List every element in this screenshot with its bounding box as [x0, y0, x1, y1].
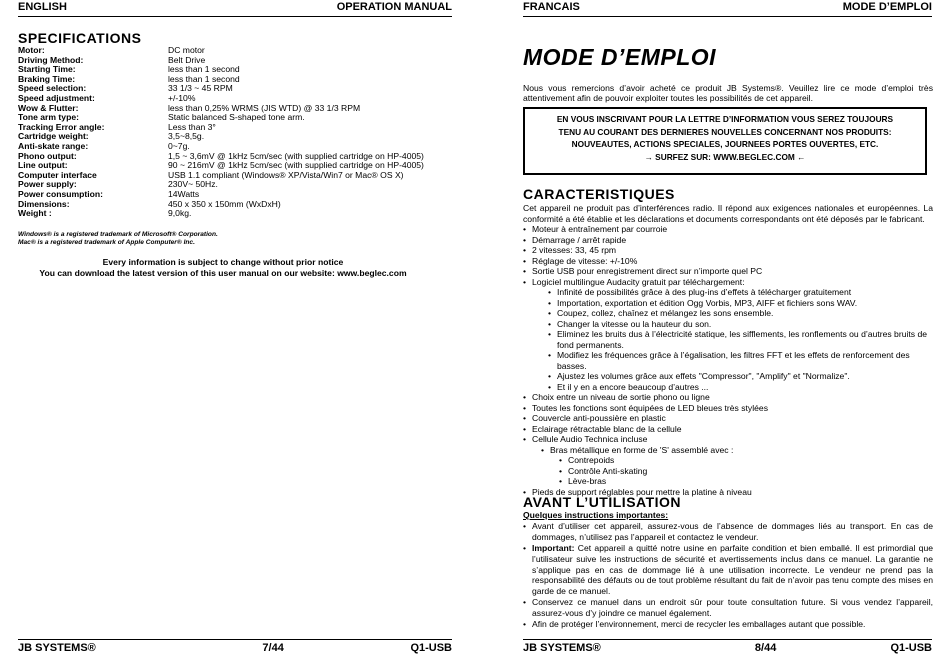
- trademark-mac: Mac® is a registered trademark of Apple Computer® Inc.: [18, 239, 195, 246]
- spec-value: 1,5 ~ 3,6mV @ 1kHz 5cm/sec (with supplied cartridge on HP-4005): [168, 150, 424, 161]
- footer-model: Q1-USB: [410, 642, 452, 654]
- list-item-text: Cet appareil a quitté notre usine en parfaite condition et bien emballé. Il est primordial que l’utilisateur suive les instructions de sécurité et avertissements inclus dans ce manuel. La garantie ne s’applique pas en cas de dommage lié à une utilisation incorrecte. Le vendeur ne prend pas la responsabilité des défauts ou de tout problème résultant du fait de n’avoir pas tenu compte des mises en garde de ce manuel.: [532, 542, 934, 597]
- spec-key: Weight :: [18, 208, 52, 219]
- instructions-list: [523, 521, 933, 630]
- newsletter-website-link[interactable]: → SURFEZ SUR: WWW.BEGLEC.COM ←: [644, 151, 806, 162]
- caracteristiques-intro: Cet appareil ne produit pas d’interférences radio. Il répond aux exigences nationales et européennes. La conformité a été établie et les déclarations et documents correspondants ont été déposés par le fabricant.: [523, 203, 933, 224]
- right-header-lang: FRANCAIS: [523, 1, 580, 13]
- trademark-notes: [18, 231, 218, 247]
- spec-row: [18, 171, 458, 181]
- left-header-title: OPERATION MANUAL: [336, 1, 452, 13]
- spec-key: Phono output:: [18, 150, 77, 161]
- list-item: • Coupez, collez, chaînez et mélangez les sons ensemble.: [532, 308, 933, 319]
- right-footer: [523, 639, 932, 655]
- specifications-heading: SPECIFICATIONS: [18, 30, 142, 46]
- list-item: • Changer la vitesse ou la hauteur du son.: [532, 319, 933, 330]
- right-header: [523, 1, 932, 17]
- footer-brand: JB SYSTEMS®: [18, 642, 96, 654]
- spec-value: less than 1 second: [168, 64, 240, 75]
- list-item: • Lève-bras: [550, 476, 933, 487]
- newsletter-line: EN VOUS INSCRIVANT POUR LA LETTRE D’INFORMATION VOUS SEREZ TOUJOURS: [556, 114, 894, 124]
- spec-key: Power supply:: [18, 179, 77, 190]
- avant-utilisation-section: [523, 510, 933, 630]
- spec-key: Starting Time:: [18, 64, 76, 75]
- spec-value: less than 0,25% WRMS (JIS WTD) @ 33 1/3 RPM: [168, 102, 361, 113]
- list-item: [523, 543, 933, 598]
- spec-key: Wow & Flutter:: [18, 102, 79, 113]
- list-item: • Avant d’utiliser cet appareil, assurez-vous de l’absence de dommages liés au transport. En cas de dommages, n’utilisez pas l’appareil et contactez le vendeur.: [523, 521, 933, 543]
- notice-website-line: You can download the latest version of this user manual on our website: www.beglec.com: [39, 267, 407, 278]
- list-item: • Ajustez les volumes grâce aux effets "Compressor", "Amplify" et "Normalize".: [532, 371, 933, 382]
- list-item: • Infinité de possibilités grâce à des plug-ins d’effets à télécharger gratuitement: [532, 287, 933, 298]
- newsletter-line: TENU AU COURANT DES DERNIERES NOUVELLES CONCERNANT NOS PRODUITS:: [558, 126, 892, 137]
- newsletter-box: [523, 107, 927, 175]
- list-item: • Toutes les fonctions sont équipées de LED bleues très stylées: [523, 403, 933, 414]
- caracteristiques-section: [523, 203, 933, 497]
- left-page: [0, 0, 470, 654]
- spec-key: Driving Method:: [18, 54, 84, 65]
- spec-key: Computer interface: [18, 169, 97, 180]
- list-item: • Importation, exportation et édition Ogg Vorbis, MP3, AIFF et fichiers sons WAV.: [532, 298, 933, 309]
- trademark-windows: Windows® is a registered trademark of Microsoft® Corporation.: [18, 231, 218, 238]
- list-item: • Contrôle Anti-skating: [550, 466, 933, 477]
- intro-paragraph: Nous vous remercions d’avoir acheté ce produit JB Systems®. Veuillez lire ce mode d’emploi très attentivement afin de pouvoir exploiter toutes les possibilités de cet appareil.: [523, 83, 933, 103]
- list-item: • 2 vitesses: 33, 45 rpm: [523, 245, 933, 256]
- spec-value: 230V~ 50Hz.: [168, 179, 218, 190]
- spec-value: USB 1.1 compliant (Windows® XP/Vista/Win7 or Mac® OS X): [168, 169, 404, 180]
- spec-value: 0~7g.: [168, 140, 190, 151]
- notice-line: Every information is subject to change without prior notice: [102, 257, 344, 267]
- spec-value: 90 ~ 216mV @ 1kHz 5cm/sec (with supplied cartridge on HP-4005): [168, 160, 424, 171]
- list-item: • Et il y en a encore beaucoup d’autres ...: [532, 382, 933, 393]
- list-item-text: Logiciel multilingue Audacity gratuit par téléchargement:: [532, 276, 745, 287]
- list-item: • Modifiez les fréquences grâce à l’égalisation, les filtres FFT et les effets de renforcement des basses.: [532, 350, 933, 371]
- footer-brand: JB SYSTEMS®: [523, 642, 601, 654]
- spec-key: Cartridge weight:: [18, 131, 89, 142]
- spec-key: Motor:: [18, 45, 45, 55]
- list-item: • Réglage de vitesse: +/-10%: [523, 256, 933, 267]
- spec-row: [18, 200, 458, 210]
- mode-emploi-title: MODE D’EMPLOI: [523, 44, 717, 70]
- spec-value: +/-10%: [168, 92, 196, 103]
- spec-key: Dimensions:: [18, 198, 70, 209]
- list-item: • Eclairage rétractable blanc de la cellule: [523, 424, 933, 435]
- spec-key: Tone arm type:: [18, 112, 79, 123]
- audacity-sublist: [532, 287, 933, 392]
- spec-value: Static balanced S-shaped tone arm.: [168, 112, 305, 123]
- list-item: • Eliminez les bruits dus à l’électricité statique, les sifflements, les ronflements ou d’autres bruits de fond permanents.: [532, 329, 933, 350]
- spec-key: Tracking Error angle:: [18, 121, 105, 132]
- feature-list: [523, 224, 933, 497]
- list-item: [532, 445, 933, 487]
- list-item: • Afin de protéger l’environnement, merci de recycler les emballages autant que possible.: [523, 619, 933, 630]
- left-header: [18, 1, 452, 17]
- spec-value: DC motor: [168, 45, 205, 55]
- avant-utilisation-heading: AVANT L’UTILISATION: [523, 494, 682, 510]
- list-item: • Conservez ce manuel dans un endroit sûr pour toute consultation future. Si vous vendez l’appareil, assurez-vous d’y joindre ce manuel également.: [523, 597, 933, 619]
- spec-key: Speed selection:: [18, 83, 87, 94]
- footer-page-number: 7/44: [262, 642, 284, 654]
- newsletter-line: NOUVEAUTES, ACTIONS SPECIALES, JOURNEES PORTES OUVERTES, ETC.: [571, 139, 879, 149]
- spec-key: Speed adjustment:: [18, 92, 95, 103]
- important-label: Important:: [532, 542, 575, 553]
- spec-key: Power consumption:: [18, 188, 103, 199]
- right-header-title: MODE D’EMPLOI: [842, 1, 932, 13]
- change-notice: [18, 257, 428, 278]
- spec-row: [18, 46, 458, 56]
- spec-key: Braking Time:: [18, 73, 76, 84]
- list-item: • Couvercle anti-poussière en plastic: [523, 413, 933, 424]
- bras-sublist: [550, 455, 933, 487]
- specifications-table: [18, 46, 458, 219]
- list-item: [523, 434, 933, 487]
- left-footer: [18, 639, 452, 655]
- spec-key: Line output:: [18, 160, 68, 171]
- spec-row: [18, 209, 458, 219]
- spec-value: Belt Drive: [168, 54, 206, 65]
- spec-value: 3,5~8,5g.: [168, 131, 205, 142]
- spec-key: Anti-skate range:: [18, 140, 89, 151]
- list-item: • Choix entre un niveau de sortie phono ou ligne: [523, 392, 933, 403]
- spec-value: 33 1/3 ~ 45 RPM: [168, 83, 233, 94]
- instructions-subheading: Quelques instructions importantes:: [523, 510, 669, 520]
- spec-value: 14Watts: [168, 188, 200, 199]
- spec-value: 450 x 350 x 150mm (WxDxH): [168, 198, 281, 209]
- cellule-sublist: [532, 445, 933, 487]
- list-item: • Moteur à entraînement par courroie: [523, 224, 933, 235]
- list-item: • Démarrage / arrêt rapide: [523, 235, 933, 246]
- spec-value: Less than 3°: [168, 121, 216, 132]
- spec-value: less than 1 second: [168, 73, 240, 84]
- list-item: • Contrepoids: [550, 455, 933, 466]
- list-item-text: Bras métallique en forme de 'S' assemblé avec :: [550, 444, 734, 455]
- list-item-text: Cellule Audio Technica incluse: [532, 434, 648, 444]
- caracteristiques-heading: CARACTERISTIQUES: [523, 186, 675, 202]
- list-item: • Pieds de support réglables pour mettre la platine à niveau: [523, 487, 933, 498]
- spec-value: 9,0kg.: [168, 208, 192, 219]
- footer-page-number: 8/44: [754, 642, 777, 654]
- list-item: [523, 277, 933, 393]
- left-header-lang: ENGLISH: [18, 1, 67, 13]
- footer-model: Q1-USB: [890, 642, 932, 654]
- list-item: • Sortie USB pour enregistrement direct sur n’importe quel PC: [523, 266, 933, 277]
